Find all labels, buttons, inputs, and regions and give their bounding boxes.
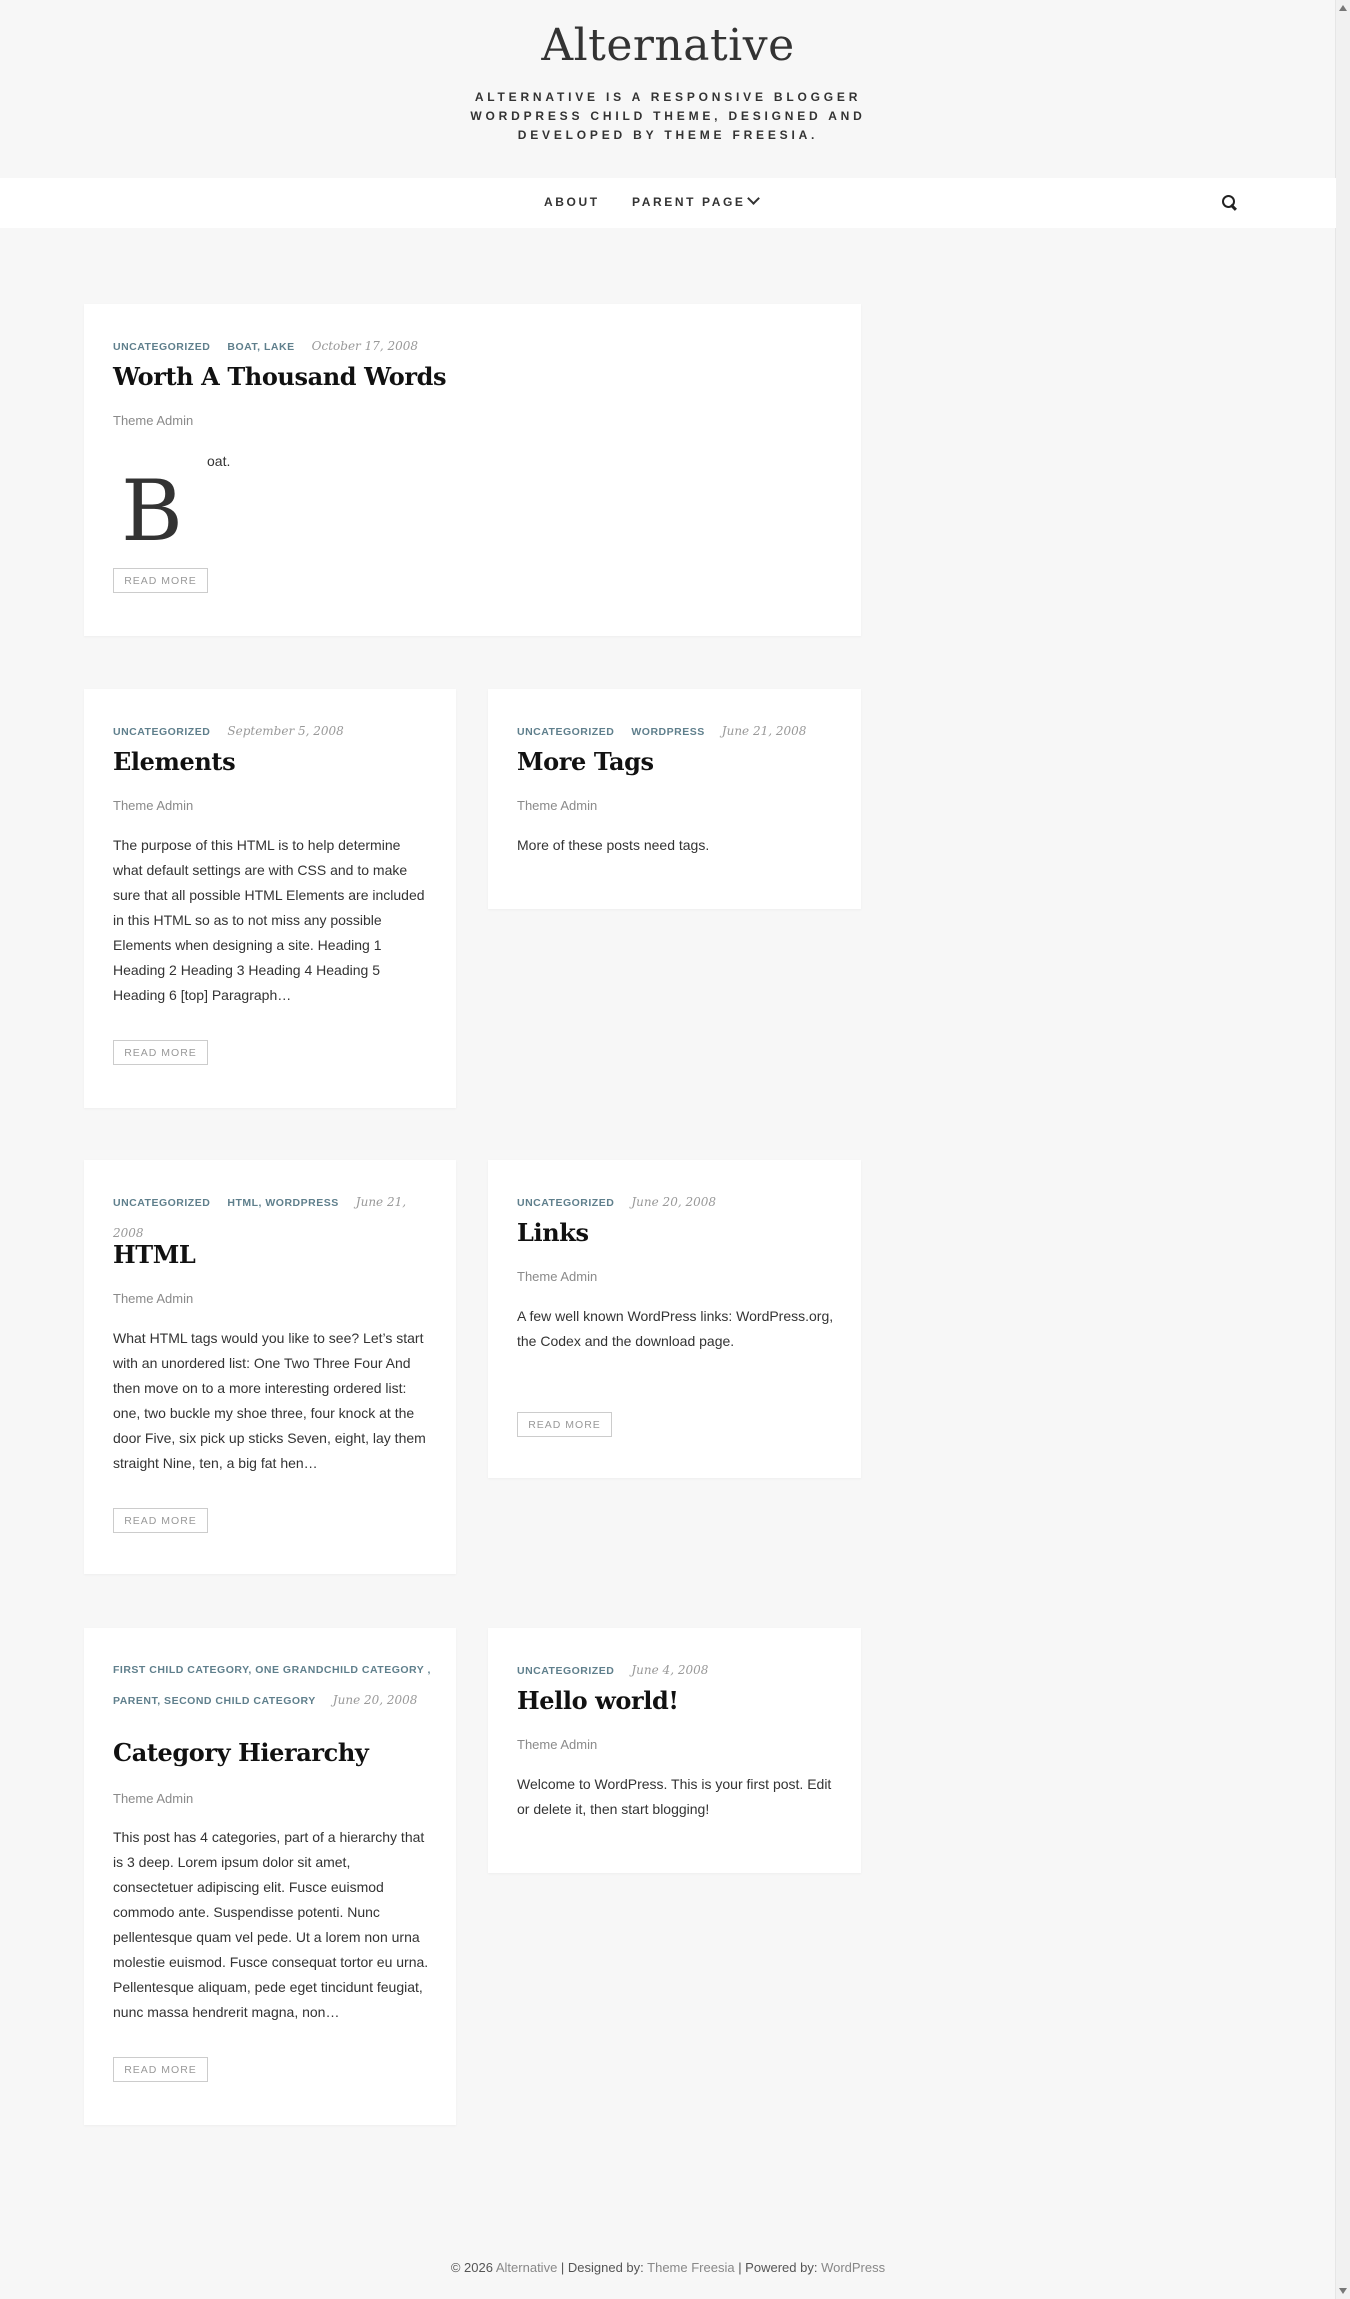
post-author[interactable]: Theme Admin	[517, 798, 598, 813]
read-more-button[interactable]: READ MORE	[113, 2057, 208, 2082]
post-date[interactable]: June 4, 2008	[631, 1663, 709, 1677]
scroll-down-arrow-icon[interactable]	[1339, 2288, 1347, 2294]
post-author[interactable]: Theme Admin	[517, 1737, 598, 1752]
post-card-category-hierarchy	[84, 1628, 456, 2125]
post-date[interactable]: June 21, 2008	[721, 724, 807, 738]
main-navigation	[0, 178, 1336, 228]
nav-item-parent-page[interactable]	[632, 195, 746, 209]
post-title[interactable]: Elements	[113, 747, 236, 776]
post-title[interactable]: More Tags	[517, 747, 654, 776]
read-more-button[interactable]: READ MORE	[517, 1412, 612, 1437]
site-title[interactable]: Alternative	[541, 20, 795, 71]
post-author[interactable]: Theme Admin	[517, 1269, 598, 1284]
footer-designed-by: | Designed by:	[557, 2260, 648, 2275]
footer-copyright: © 2026	[450, 2260, 496, 2275]
post-card-links	[488, 1160, 861, 1478]
post-date[interactable]: June 20, 2008	[631, 1195, 716, 1209]
footer-powered-by: | Powered by:	[734, 2260, 822, 2275]
scroll-up-arrow-icon[interactable]	[1339, 5, 1347, 11]
footer-site-link[interactable]: Alternative	[495, 2260, 558, 2275]
post-tags[interactable]: WORDPRESS	[631, 726, 705, 738]
post-card-hello-world	[488, 1628, 861, 1873]
post-card-more-tags	[488, 689, 861, 909]
vertical-scrollbar[interactable]	[1335, 0, 1350, 2299]
read-more-button[interactable]: READ MORE	[113, 1040, 208, 1065]
post-date[interactable]: September 5, 2008	[227, 724, 344, 738]
post-excerpt: What HTML tags would you like to see? Let’s start with an unordered list: One Two Three Four And then move on to a more interesting ordered list: one, two buckle my shoe three, four knock at the door Five, six pick up sticks Seven, eight, lay them straight Nine, ten, a big fat hen…	[113, 1330, 426, 1471]
post-meta	[113, 331, 418, 362]
post-author[interactable]: Theme Admin	[113, 1291, 194, 1306]
post-title[interactable]: Category Hierarchy	[113, 1738, 369, 1767]
post-category[interactable]: UNCATEGORIZED	[517, 1197, 615, 1209]
post-card-html	[84, 1160, 456, 1574]
post-date[interactable]: June 21, 2008	[113, 1195, 407, 1240]
post-title[interactable]: Links	[517, 1218, 589, 1247]
footer-designer-link[interactable]: Theme Freesia	[647, 2260, 735, 2275]
site-description: ALTERNATIVE IS A RESPONSIVE BLOGGER WORDPRESS CHILD THEME, DESIGNED AND DEVELOPED BY THEME FREESIA.	[470, 90, 866, 142]
post-card-elements	[84, 689, 456, 1108]
post-meta	[517, 1187, 716, 1218]
post-meta	[113, 1655, 438, 1716]
post-card-worth-a-thousand-words	[84, 304, 861, 636]
post-category[interactable]: UNCATEGORIZED	[113, 726, 211, 738]
post-meta	[517, 716, 806, 747]
site-footer	[0, 2260, 1336, 2275]
nav-item-parent-page-label: PARENT PAGE	[632, 195, 746, 209]
post-title[interactable]: HTML	[113, 1240, 196, 1269]
dropcap-letter: B	[121, 462, 183, 560]
post-category[interactable]: UNCATEGORIZED	[517, 726, 615, 738]
post-tags[interactable]: BOAT, LAKE	[227, 341, 295, 353]
site-header	[0, 0, 1336, 175]
post-excerpt: More of these posts need tags.	[517, 837, 710, 853]
post-excerpt: Welcome to WordPress. This is your first post. Edit or delete it, then start blogging!	[517, 1776, 832, 1817]
post-excerpt: A few well known WordPress links: WordPress.org, the Codex and the download page.	[517, 1308, 834, 1349]
post-tags[interactable]: HTML, WORDPRESS	[227, 1197, 339, 1209]
post-category[interactable]: UNCATEGORIZED	[517, 1665, 615, 1677]
post-meta	[113, 716, 344, 747]
post-category[interactable]: UNCATEGORIZED	[113, 1197, 211, 1209]
post-category[interactable]: UNCATEGORIZED	[113, 341, 211, 353]
post-title[interactable]: Hello world!	[517, 1686, 679, 1715]
post-excerpt: The purpose of this HTML is to help determine what default settings are with CSS and to make sure that all possible HTML Elements are included in this HTML so as to not miss any possible Elements when designing a site. Heading 1 Heading 2 Heading 3 Heading 4 Heading 5 Heading 6 [top] Paragraph…	[113, 837, 425, 1003]
nav-item-about[interactable]: ABOUT	[544, 195, 600, 209]
search-icon[interactable]	[1221, 194, 1239, 212]
post-author[interactable]: Theme Admin	[113, 1791, 194, 1806]
post-meta	[517, 1655, 708, 1686]
chevron-down-icon	[747, 192, 760, 205]
post-title[interactable]: Worth A Thousand Words	[113, 362, 447, 391]
post-date[interactable]: October 17, 2008	[311, 339, 419, 353]
read-more-button[interactable]: READ MORE	[113, 568, 208, 593]
post-author[interactable]: Theme Admin	[113, 413, 194, 428]
post-date[interactable]: June 20, 2008	[332, 1693, 418, 1707]
post-author[interactable]: Theme Admin	[113, 798, 194, 813]
footer-wordpress-link[interactable]: WordPress	[821, 2260, 886, 2275]
post-categories[interactable]: FIRST CHILD CATEGORY, ONE GRANDCHILD CATEGORY , PARENT, SECOND CHILD CATEGORY	[113, 1664, 431, 1707]
post-excerpt: oat.	[207, 453, 231, 469]
read-more-button[interactable]: READ MORE	[113, 1508, 208, 1533]
post-excerpt: This post has 4 categories, part of a hierarchy that is 3 deep. Lorem ipsum dolor sit amet, consectetuer adipiscing elit. Fusce euismod commodo ante. Suspendisse potenti. Nunc pellentesque quam vel pede. Ut a lorem non urna molestie euismod. Fusce consequat tortor eu urna. Pellentesque aliquam, pede eget tincidunt feugiat, nunc massa hendrerit magna, non…	[113, 1829, 429, 2020]
